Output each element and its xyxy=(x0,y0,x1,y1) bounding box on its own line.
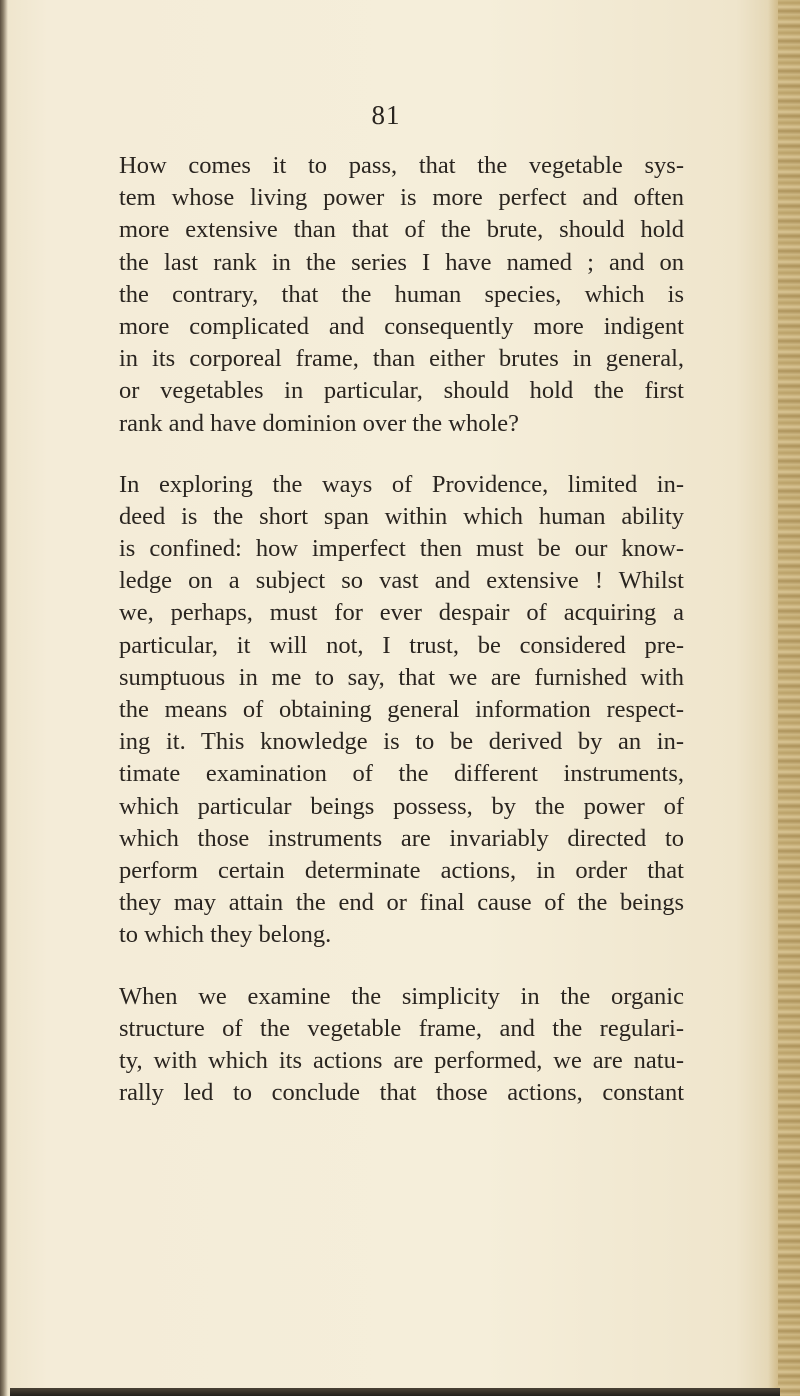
text-line: structure of the vegetable frame, and the regulari- xyxy=(119,1014,684,1042)
paragraph-1 xyxy=(119,150,684,440)
text-line: more extensive than that of the brute, should hold xyxy=(119,216,684,244)
text-line: the contrary, that the human species, which is xyxy=(119,280,684,308)
text-line: deed is the short span within which human ability xyxy=(119,502,684,530)
text-line: particular, it will not, I trust, be considered pre- xyxy=(119,631,684,659)
text-line: timate examination of the different instruments, xyxy=(119,760,684,788)
text-line: When we examine the simplicity in the organic xyxy=(119,982,684,1010)
text-line: to which they belong. xyxy=(119,921,332,949)
text-line: sumptuous in me to say, that we are furnished with xyxy=(119,663,684,691)
paragraph-gap xyxy=(119,440,684,469)
text-line: rally led to conclude that those actions, constant xyxy=(119,1079,684,1107)
paragraph-3 xyxy=(119,981,684,1110)
text-line: in its corporeal frame, than either brutes in general, xyxy=(119,345,684,373)
text-line: ty, with which its actions are performed, we are natu- xyxy=(119,1046,684,1074)
text-line: or vegetables in particular, should hold the first xyxy=(119,377,684,405)
text-line: perform certain determinate actions, in order that xyxy=(119,856,684,884)
text-line: which particular beings possess, by the power of xyxy=(119,792,684,820)
text-line: tem whose living power is more perfect and often xyxy=(119,184,684,212)
page-edge-texture xyxy=(778,0,800,1396)
body-text xyxy=(119,150,684,1109)
page-right-gradient xyxy=(768,0,778,1396)
text-line: they may attain the end or final cause of the beings xyxy=(119,889,684,917)
page-bottom-edge xyxy=(10,1388,780,1396)
text-line: ledge on a subject so vast and extensive ! Whilst xyxy=(119,567,684,595)
paragraph-gap xyxy=(119,952,684,981)
text-line: How comes it to pass, that the vegetable sys- xyxy=(119,152,684,179)
text-line: which those instruments are invariably directed to xyxy=(119,824,684,852)
text-line: is confined: how imperfect then must be our know- xyxy=(119,535,684,563)
text-line: the means of obtaining general information respect- xyxy=(119,696,684,723)
page-left-shadow xyxy=(0,0,8,1396)
paragraph-2 xyxy=(119,469,684,952)
text-line: rank and have dominion over the whole? xyxy=(119,409,520,437)
text-line: In exploring the ways of Providence, limited in- xyxy=(119,470,684,498)
page-number: 81 xyxy=(371,100,401,130)
text-line: ing it. This knowledge is to be derived by an in- xyxy=(119,728,684,756)
text-line: the last rank in the series I have named ; and on xyxy=(119,248,684,276)
text-line: more complicated and consequently more indigent xyxy=(119,312,684,340)
text-line: we, perhaps, must for ever despair of acquiring a xyxy=(119,599,684,627)
